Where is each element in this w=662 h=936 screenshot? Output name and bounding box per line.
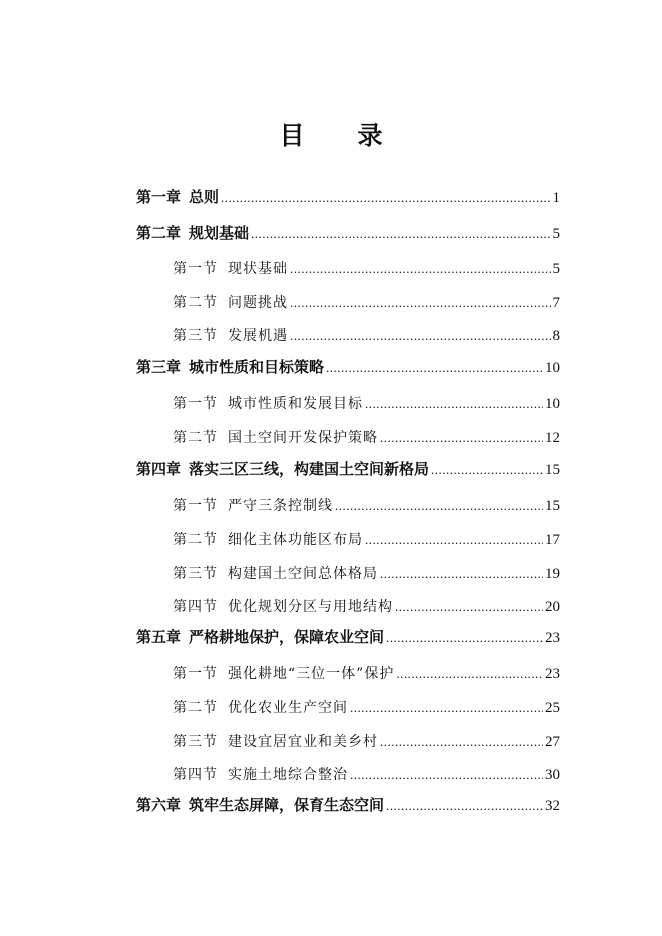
dot-leader: [365, 529, 543, 551]
toc-entry-section[interactable]: [173, 697, 560, 719]
toc-page-number: 30: [545, 767, 560, 783]
toc-entry-chapter-5[interactable]: [136, 626, 560, 648]
dot-leader: [350, 764, 543, 786]
toc-entry-label: 第六章 筑牢生态屏障，保育生态空间: [136, 796, 385, 814]
dot-leader: [380, 427, 543, 449]
toc-entry-label: 第四节 优化规划分区与用地结构: [173, 599, 393, 615]
toc-entry-label: 第一节 城市性质和发展目标: [173, 396, 363, 412]
dot-leader: [290, 325, 551, 347]
toc-page-number: 15: [545, 498, 560, 514]
toc-entry-chapter-4[interactable]: [136, 458, 560, 480]
dot-leader: [290, 292, 551, 314]
toc-entry-label: 第三节 发展机遇: [173, 328, 288, 344]
toc-page-number: 19: [545, 566, 560, 582]
toc-entry-label: 第四节 实施土地综合整治: [173, 767, 348, 783]
toc-page-number: 27: [545, 734, 560, 750]
toc-entry-section[interactable]: [173, 596, 560, 618]
toc-page-number: 12: [545, 430, 560, 446]
toc-page-number: 15: [545, 462, 560, 478]
toc-entry-label: 第五章 严格耕地保护，保障农业空间: [136, 628, 385, 646]
dot-leader: [396, 663, 543, 685]
toc-entry-section[interactable]: [173, 563, 560, 585]
toc-page-number: 20: [545, 599, 560, 615]
toc-entry-section[interactable]: [173, 393, 560, 415]
toc-entry-chapter-6[interactable]: [136, 794, 560, 816]
toc-entry-section[interactable]: [173, 292, 560, 314]
toc-page-number: 25: [545, 700, 560, 716]
toc-entry-label: 第二节 问题挑战: [173, 295, 288, 311]
toc-entry-section[interactable]: [173, 764, 560, 786]
toc-entry-section[interactable]: [173, 427, 560, 449]
dot-leader: [386, 795, 543, 817]
toc-page-number: 1: [552, 190, 560, 206]
toc-entry-chapter-1[interactable]: [136, 186, 560, 208]
dot-leader: [386, 627, 543, 649]
dot-leader: [431, 459, 543, 481]
toc-entry-section[interactable]: [173, 495, 560, 517]
toc-page-number: 32: [545, 798, 560, 814]
dot-leader: [221, 187, 550, 209]
dot-leader: [290, 258, 551, 280]
toc-page-number: 5: [552, 226, 560, 242]
dot-leader: [335, 495, 543, 517]
dot-leader: [395, 596, 543, 618]
toc-entry-label: 第四章 落实三区三线，构建国土空间新格局: [136, 460, 430, 478]
dot-leader: [251, 223, 550, 245]
toc-entry-label: 第二章 规划基础: [136, 224, 250, 242]
toc-entry-label: 第二节 细化主体功能区布局: [173, 532, 363, 548]
toc-entry-chapter-3[interactable]: [136, 356, 560, 378]
toc-page-number: 5: [552, 261, 560, 277]
toc-entry-label: 第二节 优化农业生产空间: [173, 700, 348, 716]
dot-leader: [365, 393, 543, 415]
toc-page-number: 23: [545, 630, 560, 646]
toc-entry-section[interactable]: [173, 258, 560, 280]
dot-leader: [350, 697, 543, 719]
toc-entry-label: 第一节 强化耕地“三位一体”保护: [173, 666, 395, 682]
toc-entry-label: 第一章 总则: [136, 188, 220, 206]
toc-page-number: 17: [545, 532, 560, 548]
toc-page-number: 23: [545, 666, 560, 682]
dot-leader: [380, 731, 543, 753]
page-title: 目 录: [279, 121, 397, 150]
toc-entry-label: 第二节 国土空间开发保护策略: [173, 430, 378, 446]
toc-entry-section[interactable]: [173, 663, 560, 685]
toc-entry-label: 第一节 现状基础: [173, 261, 288, 277]
dot-leader: [380, 563, 543, 585]
toc-entry-label: 第三节 建设宜居宜业和美乡村: [173, 734, 378, 750]
dot-leader: [326, 357, 543, 379]
toc-entry-label: 第一节 严守三条控制线: [173, 498, 333, 514]
toc-entry-label: 第三节 构建国土空间总体格局: [173, 566, 378, 582]
toc-page-number: 7: [552, 295, 560, 311]
toc-page-number: 8: [552, 328, 560, 344]
toc-entry-label: 第三章 城市性质和目标策略: [136, 358, 325, 376]
toc-page-number: 10: [545, 360, 560, 376]
toc-entry-chapter-2[interactable]: [136, 222, 560, 244]
toc-entry-section[interactable]: [173, 731, 560, 753]
toc-entry-section[interactable]: [173, 529, 560, 551]
toc-entry-section[interactable]: [173, 325, 560, 347]
toc-page-number: 10: [545, 396, 560, 412]
